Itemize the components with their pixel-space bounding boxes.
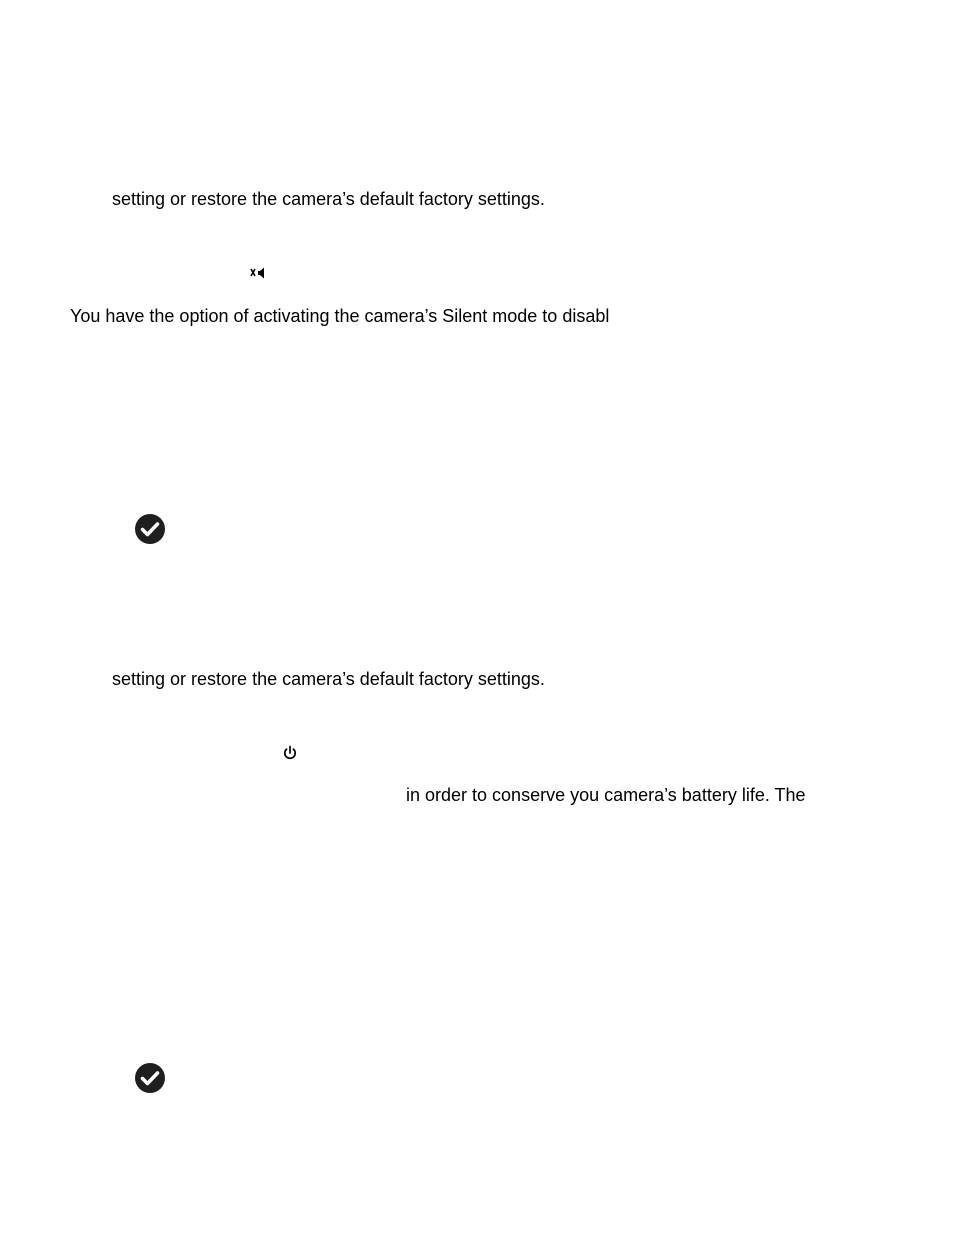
- silent-intro-text: setting or restore the camera’s default factory settings.: [112, 189, 545, 209]
- auto-off-body-text: in order to conserve you camera’s battery life. The: [406, 785, 806, 805]
- silent-body-text: You have the option of activating the camera’s Silent mode to disabl: [70, 306, 610, 326]
- speaker-muted-icon: [250, 266, 268, 280]
- power-icon: [282, 745, 298, 761]
- checkmark-circle-icon: [134, 513, 166, 545]
- checkmark-circle-icon: [134, 1062, 166, 1094]
- auto-off-intro-text: setting or restore the camera’s default factory settings.: [112, 669, 545, 689]
